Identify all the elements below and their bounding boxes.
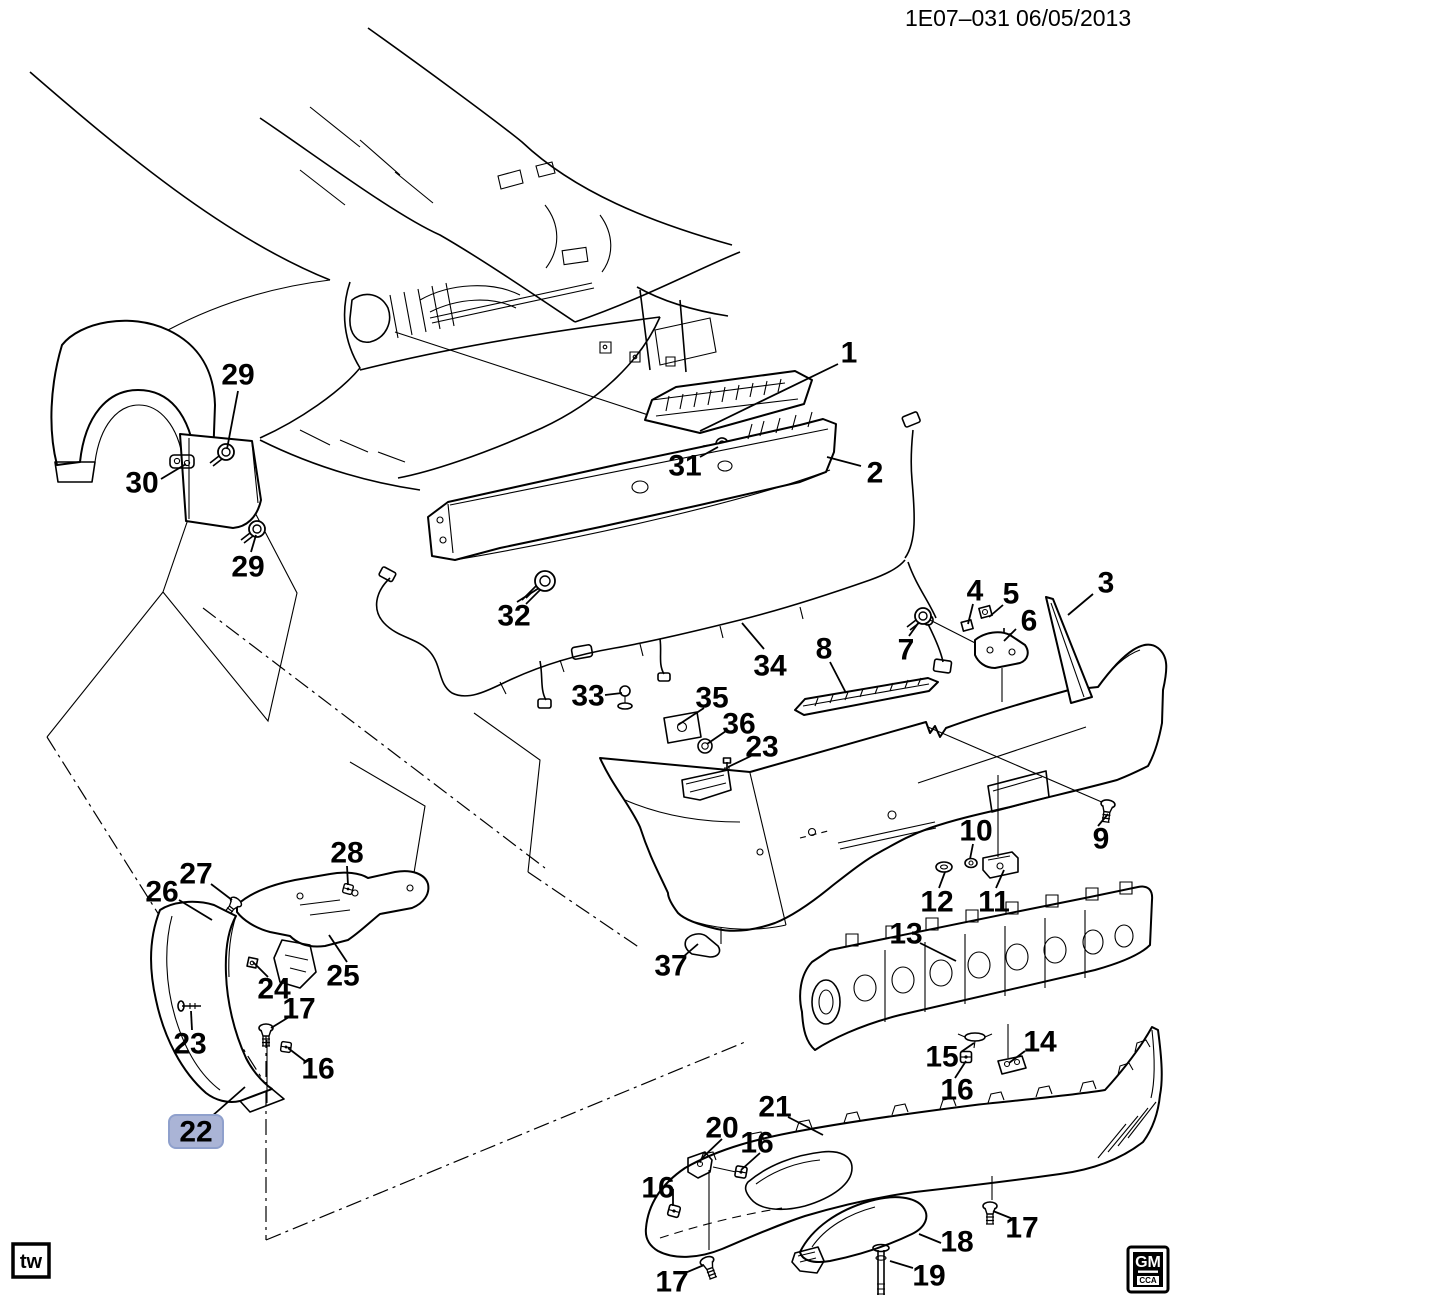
car-body-drawing bbox=[30, 28, 740, 490]
callout-4[interactable]: 4 bbox=[966, 574, 984, 608]
callout-17[interactable]: 17 bbox=[1005, 1211, 1039, 1245]
callout-16[interactable]: 16 bbox=[940, 1073, 974, 1107]
callout-29[interactable]: 29 bbox=[231, 550, 265, 584]
wing-clip-icon bbox=[958, 1033, 992, 1048]
push-clip-icon bbox=[618, 686, 632, 709]
callout-3[interactable]: 3 bbox=[1097, 566, 1115, 600]
callout-6[interactable]: 6 bbox=[1020, 604, 1038, 638]
lower-fascia-extension bbox=[646, 1027, 1162, 1280]
callout-18[interactable]: 18 bbox=[940, 1225, 974, 1259]
clip-icon bbox=[667, 1204, 680, 1217]
callout-11[interactable]: 11 bbox=[978, 885, 1010, 919]
callout-20[interactable]: 20 bbox=[705, 1111, 739, 1145]
gm-logo-text: GM bbox=[1135, 1254, 1161, 1271]
callout-28[interactable]: 28 bbox=[330, 836, 364, 870]
leader-line bbox=[1068, 594, 1093, 615]
callout-34[interactable]: 34 bbox=[753, 649, 787, 683]
callout-37[interactable]: 37 bbox=[654, 949, 688, 983]
drawing-date: 06/05/2013 bbox=[1016, 5, 1132, 31]
callout-24[interactable]: 24 bbox=[257, 972, 291, 1006]
callout-22[interactable]: 22 bbox=[179, 1115, 213, 1149]
clip-icon bbox=[961, 1052, 972, 1063]
author-initials: tw bbox=[19, 1251, 43, 1273]
impact-bar bbox=[428, 412, 836, 604]
callout-25[interactable]: 25 bbox=[326, 959, 360, 993]
callout-23[interactable]: 23 bbox=[745, 730, 779, 764]
callout-13[interactable]: 13 bbox=[889, 917, 923, 951]
lower-bracket-37 bbox=[685, 934, 719, 957]
quarter-sail bbox=[1046, 597, 1092, 703]
deflector-panel bbox=[170, 434, 265, 543]
connector-icon bbox=[902, 411, 921, 427]
callout-21[interactable]: 21 bbox=[758, 1090, 792, 1124]
leader-line bbox=[742, 623, 764, 649]
bolt-icon bbox=[907, 608, 931, 630]
callout-27[interactable]: 27 bbox=[179, 857, 213, 891]
callout-30[interactable]: 30 bbox=[125, 466, 159, 500]
spoiler-strip bbox=[795, 678, 938, 715]
callout-23[interactable]: 23 bbox=[173, 1027, 207, 1061]
callout-35[interactable]: 35 bbox=[695, 681, 729, 715]
license-bracket-11 bbox=[983, 852, 1018, 878]
callout-10[interactable]: 10 bbox=[959, 814, 993, 848]
callout-19[interactable]: 19 bbox=[912, 1259, 946, 1293]
stud-icon bbox=[873, 1245, 889, 1295]
leader-line bbox=[919, 1234, 941, 1243]
clip-icon bbox=[961, 620, 973, 631]
leader-line bbox=[827, 457, 861, 466]
bracket-14 bbox=[998, 1024, 1026, 1074]
side-spat-22 bbox=[151, 902, 292, 1112]
connector-icon bbox=[538, 699, 551, 708]
leader-line bbox=[211, 884, 232, 900]
callout-17[interactable]: 17 bbox=[282, 992, 316, 1026]
callout-29[interactable]: 29 bbox=[221, 358, 255, 392]
gm-logo-subtext: CCA bbox=[1139, 1276, 1157, 1285]
gm-logo bbox=[1128, 1247, 1168, 1292]
energy-absorber bbox=[800, 882, 1152, 1074]
callout-26[interactable]: 26 bbox=[145, 875, 179, 909]
callout-9[interactable]: 9 bbox=[1092, 822, 1110, 856]
callout-32[interactable]: 32 bbox=[497, 599, 531, 633]
callout-1[interactable]: 1 bbox=[840, 336, 858, 370]
side-bracket-25 bbox=[200, 871, 429, 988]
callout-17[interactable]: 17 bbox=[655, 1265, 689, 1295]
author-box bbox=[13, 1244, 49, 1277]
callout-7[interactable]: 7 bbox=[897, 633, 915, 667]
nut-icon bbox=[965, 859, 977, 868]
clip-icon bbox=[280, 1041, 291, 1052]
callout-16[interactable]: 16 bbox=[641, 1171, 675, 1205]
bolt-icon bbox=[1099, 799, 1116, 823]
connector-icon bbox=[378, 566, 396, 582]
callout-2[interactable]: 2 bbox=[866, 456, 884, 490]
connector-icon bbox=[658, 673, 670, 681]
drawing-number: 1E07–031 bbox=[905, 5, 1010, 31]
callout-36[interactable]: 36 bbox=[722, 707, 756, 741]
callout-15[interactable]: 15 bbox=[925, 1040, 959, 1074]
callout-33[interactable]: 33 bbox=[571, 679, 605, 713]
leader-line bbox=[961, 1043, 974, 1052]
phantom-lines bbox=[47, 438, 745, 1240]
clip-icon bbox=[735, 1166, 748, 1179]
bolt-icon bbox=[699, 1255, 720, 1280]
callout-16[interactable]: 16 bbox=[301, 1052, 335, 1086]
callout-14[interactable]: 14 bbox=[1023, 1025, 1057, 1059]
leader-line bbox=[605, 693, 622, 695]
callout-5[interactable]: 5 bbox=[1002, 577, 1020, 611]
washer-icon bbox=[936, 862, 952, 872]
callout-31[interactable]: 31 bbox=[668, 449, 702, 483]
callout-16[interactable]: 16 bbox=[740, 1126, 774, 1160]
bolt-icon bbox=[983, 1202, 997, 1224]
callout-8[interactable]: 8 bbox=[815, 632, 833, 666]
leader-line bbox=[890, 1261, 913, 1268]
callout-12[interactable]: 12 bbox=[920, 885, 954, 919]
leader-line bbox=[830, 662, 846, 693]
